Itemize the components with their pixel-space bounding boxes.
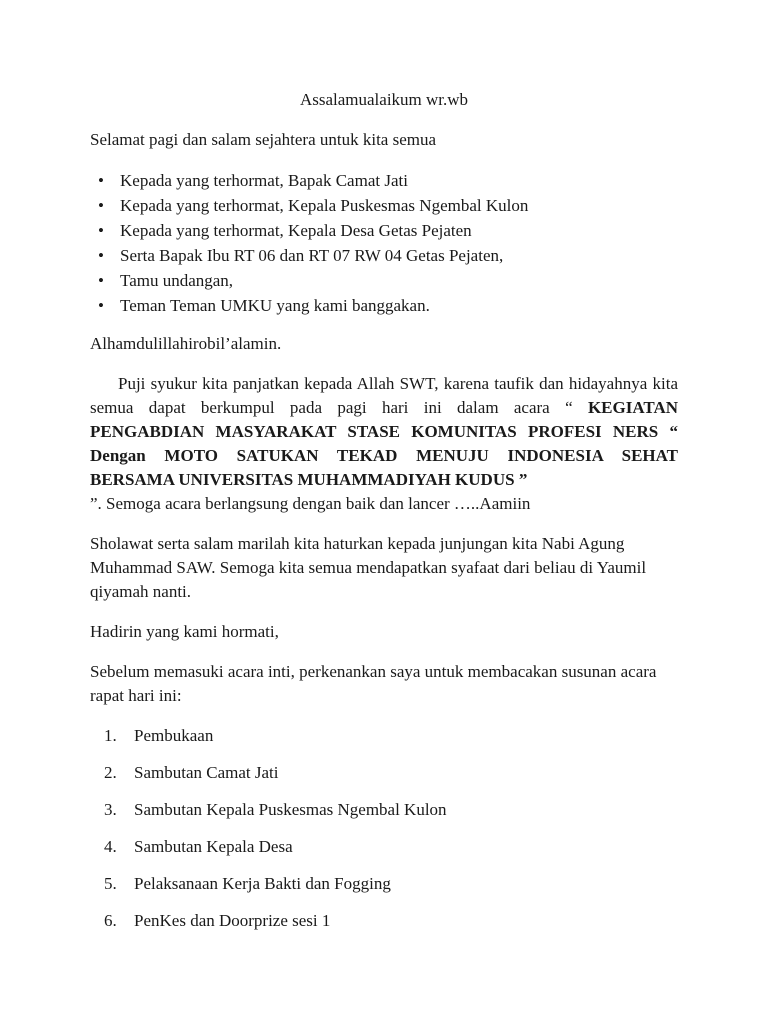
agenda-text: Sambutan Kepala Desa	[134, 837, 293, 856]
alhamdulillah-line: Alhamdulillahirobil’alamin.	[90, 334, 282, 353]
agenda-text: PenKes dan Doorprize sesi 1	[134, 911, 331, 930]
bullet-icon: •	[98, 246, 104, 265]
bullet-icon: •	[98, 171, 104, 190]
recipient-item: • Serta Bapak Ibu RT 06 dan RT 07 RW 04 Getas Pejaten,	[90, 243, 678, 268]
bullet-icon: •	[98, 221, 104, 240]
agenda-text: Pelaksanaan Kerja Bakti dan Fogging	[134, 874, 391, 893]
recipient-item: • Kepada yang terhormat, Kepala Desa Getas Pejaten	[90, 218, 678, 243]
agenda-list	[90, 724, 678, 933]
agenda-item	[90, 798, 678, 822]
hadirin-line: Hadirin yang kami hormati,	[90, 622, 279, 641]
agenda-number: 1.	[104, 726, 117, 745]
agenda-text: Pembukaan	[134, 726, 214, 745]
agenda-item	[90, 835, 678, 859]
sholawat-paragraph: Sholawat serta salam marilah kita haturkan kepada junjungan kita Nabi Agung Muhammad SAW. Semoga kita semua mendapatkan syafaat dari beliau di Yaumil qiyamah nanti.	[90, 534, 647, 601]
event-name-bold: KEGIATAN PENGABDIAN MASYARAKAT STASE KOMUNITAS PROFESI NERS “ Dengan MOTO SATUKAN TEKAD MENUJU INDONESIA SEHAT BERSAMA UNIVERSITAS MUHAMMADIYAH KUDUS ”	[90, 398, 678, 489]
bullet-icon: •	[98, 271, 104, 290]
agenda-text: Sambutan Kepala Puskesmas Ngembal Kulon	[134, 800, 447, 819]
recipient-item: • Kepada yang terhormat, Kepala Puskesmas Ngembal Kulon	[90, 193, 678, 218]
bullet-icon: •	[98, 296, 104, 315]
greeting-line: Selamat pagi dan salam sejahtera untuk kita semua	[90, 130, 437, 149]
recipient-list	[90, 168, 678, 318]
agenda-item	[90, 909, 678, 933]
agenda-number: 2.	[104, 763, 117, 782]
intro-closing-line: ”. Semoga acara berlangsung dengan baik dan lancer …..Aamiin	[90, 494, 531, 513]
agenda-number: 6.	[104, 911, 117, 930]
agenda-number: 5.	[104, 874, 117, 893]
document-title: Assalamualaikum wr.wb	[299, 90, 469, 109]
agenda-number: 3.	[104, 800, 117, 819]
bullet-icon: •	[98, 196, 104, 215]
document-page	[90, 88, 678, 946]
agenda-intro-paragraph: Sebelum memasuki acara inti, perkenankan saya untuk membacakan susunan acara rapat hari ini:	[90, 662, 657, 705]
agenda-item	[90, 724, 678, 748]
agenda-item	[90, 872, 678, 896]
recipient-item: • Tamu undangan,	[90, 268, 678, 293]
recipient-item: • Kepada yang terhormat, Bapak Camat Jati	[90, 168, 678, 193]
intro-paragraph	[90, 372, 678, 492]
recipient-item: • Teman Teman UMKU yang kami banggakan.	[90, 293, 678, 318]
agenda-item	[90, 761, 678, 785]
agenda-text: Sambutan Camat Jati	[134, 763, 279, 782]
intro-lead: Puji syukur kita panjatkan kepada Allah SWT, karena taufik dan hidayahnya kita semua dapat berkumpul pada pagi hari ini dalam acara “	[90, 374, 678, 417]
agenda-number: 4.	[104, 837, 117, 856]
